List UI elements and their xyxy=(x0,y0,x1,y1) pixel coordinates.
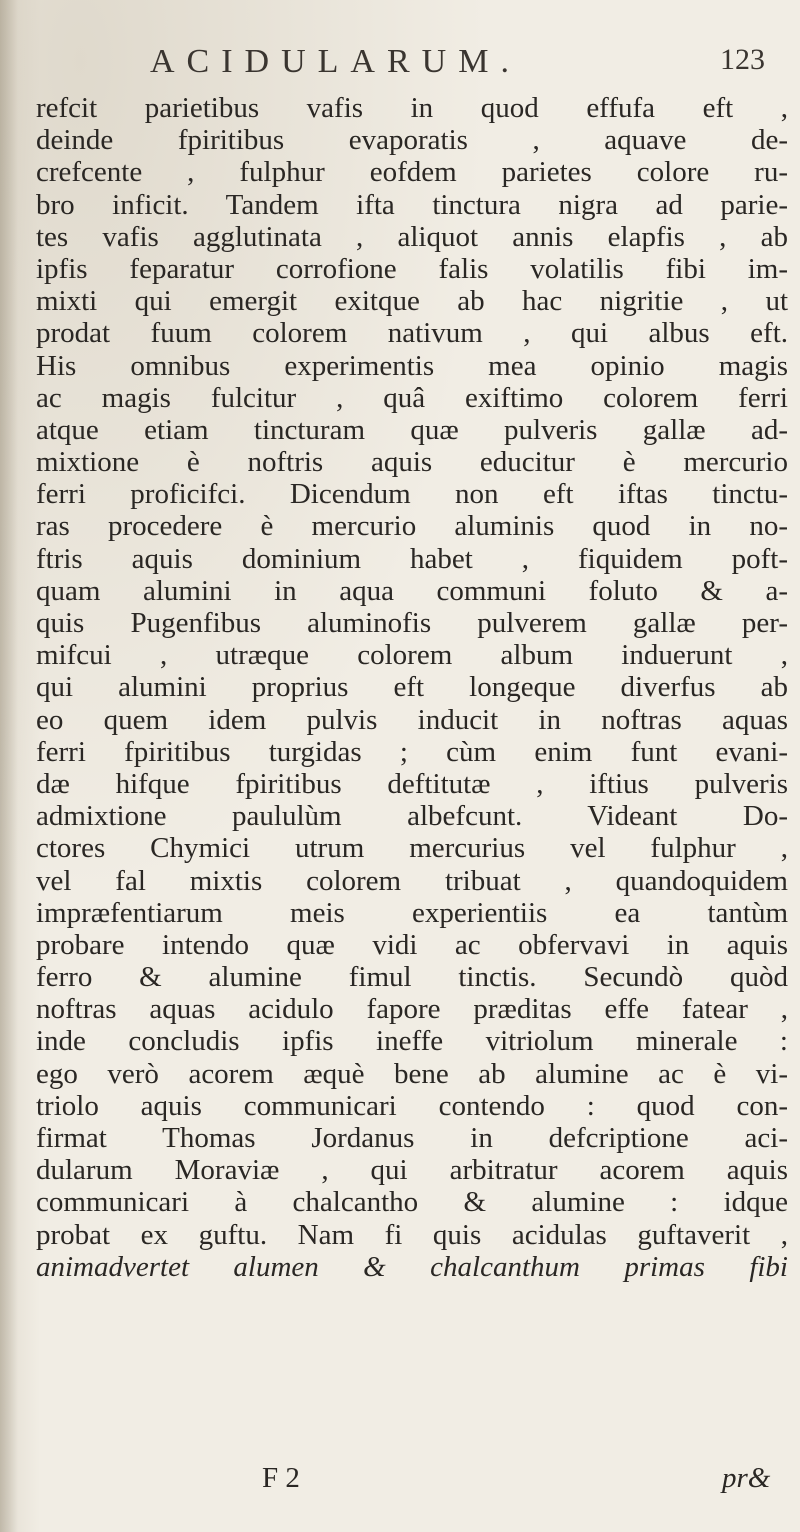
text-line: quis Pugenfibus aluminofis pulverem gallæ per- xyxy=(36,607,788,639)
text-line: ras procedere è mercurio aluminis quod in no- xyxy=(36,510,788,543)
text-line: prodat fuum colorem nativum , qui albus eft. xyxy=(36,317,788,350)
text-line: probare intendo quæ vidi ac obfervavi in aquis xyxy=(36,928,788,961)
text-line: quam alumini in aqua communi foluto & a- xyxy=(36,574,788,607)
text-line: triolo aquis communicari contendo : quod con- xyxy=(36,1089,788,1122)
body-text xyxy=(36,92,788,1283)
text-line: tes vafis agglutinata , aliquot annis elapfis , ab xyxy=(36,220,788,253)
text-line: probat ex guftu. Nam fi quis acidulas guftaverit , xyxy=(36,1218,788,1251)
text-line: ferri proficifci. Dicendum non eft iftas tinctu- xyxy=(36,478,788,511)
page-number: 123 xyxy=(720,43,765,76)
running-title: ACIDULARUM. xyxy=(150,43,521,80)
text-line: refcit parietibus vafis in quod effufa eft , xyxy=(36,92,788,124)
text-line: ego verò acorem æquè bene ab alumine ac è vi- xyxy=(36,1057,788,1090)
text-line: atque etiam tincturam quæ pulveris gallæ ad- xyxy=(36,413,788,446)
page-gutter-shadow xyxy=(0,0,18,1532)
text-line: noftras aquas acidulo fapore præditas effe fatear , xyxy=(36,993,788,1026)
text-line: ferro & alumine fimul tinctis. Secundò quòd xyxy=(36,961,788,994)
text-line: dularum Moraviæ , qui arbitratur acorem aquis xyxy=(36,1154,788,1187)
text-line: ctores Chymici utrum mercurius vel fulphur , xyxy=(36,832,788,865)
text-line: eo quem idem pulvis inducit in noftras aquas xyxy=(36,703,788,736)
text-line: inde concludis ipfis ineffe vitriolum minerale : xyxy=(36,1025,788,1058)
text-line: firmat Thomas Jordanus in defcriptione aci- xyxy=(36,1122,788,1154)
text-line-italic: animadvertet alumen & chalcanthum primas fibi xyxy=(36,1250,788,1283)
catchword: pr& xyxy=(722,1462,771,1494)
text-line: ipfis feparatur corrofione falis volatilis fibi im- xyxy=(36,252,788,285)
text-line: vel fal mixtis colorem tribuat , quandoquidem xyxy=(36,864,788,897)
text-line: qui alumini proprius eft longeque diverfus ab xyxy=(36,671,788,704)
signature-mark: F 2 xyxy=(262,1462,300,1494)
text-line: ferri fpiritibus turgidas ; cùm enim funt evani- xyxy=(36,735,788,768)
text-line: crefcente , fulphur eofdem parietes colore ru- xyxy=(36,156,788,189)
running-head xyxy=(0,43,800,83)
text-line: deinde fpiritibus evaporatis , aquave de- xyxy=(36,124,788,157)
text-line: bro inficit. Tandem ifta tinctura nigra ad parie- xyxy=(36,188,788,221)
text-line: ftris aquis dominium habet , fiquidem poft- xyxy=(36,542,788,575)
text-line: ac magis fulcitur , quâ exiftimo colorem ferri xyxy=(36,381,788,414)
text-line: mixtione è noftris aquis educitur è mercurio xyxy=(36,446,788,479)
text-line: impræfentiarum meis experientiis ea tantùm xyxy=(36,896,788,929)
text-line: admixtione paululùm albefcunt. Videant Do- xyxy=(36,800,788,833)
text-line: mifcui , utræque colorem album induerunt , xyxy=(36,639,788,672)
text-line: His omnibus experimentis mea opinio magis xyxy=(36,349,788,382)
text-line: dæ hifque fpiritibus deftitutæ , iftius pulveris xyxy=(36,767,788,800)
text-line: communicari à chalcantho & alumine : idque xyxy=(36,1186,788,1219)
text-line: mixti qui emergit exitque ab hac nigritie , ut xyxy=(36,285,788,318)
